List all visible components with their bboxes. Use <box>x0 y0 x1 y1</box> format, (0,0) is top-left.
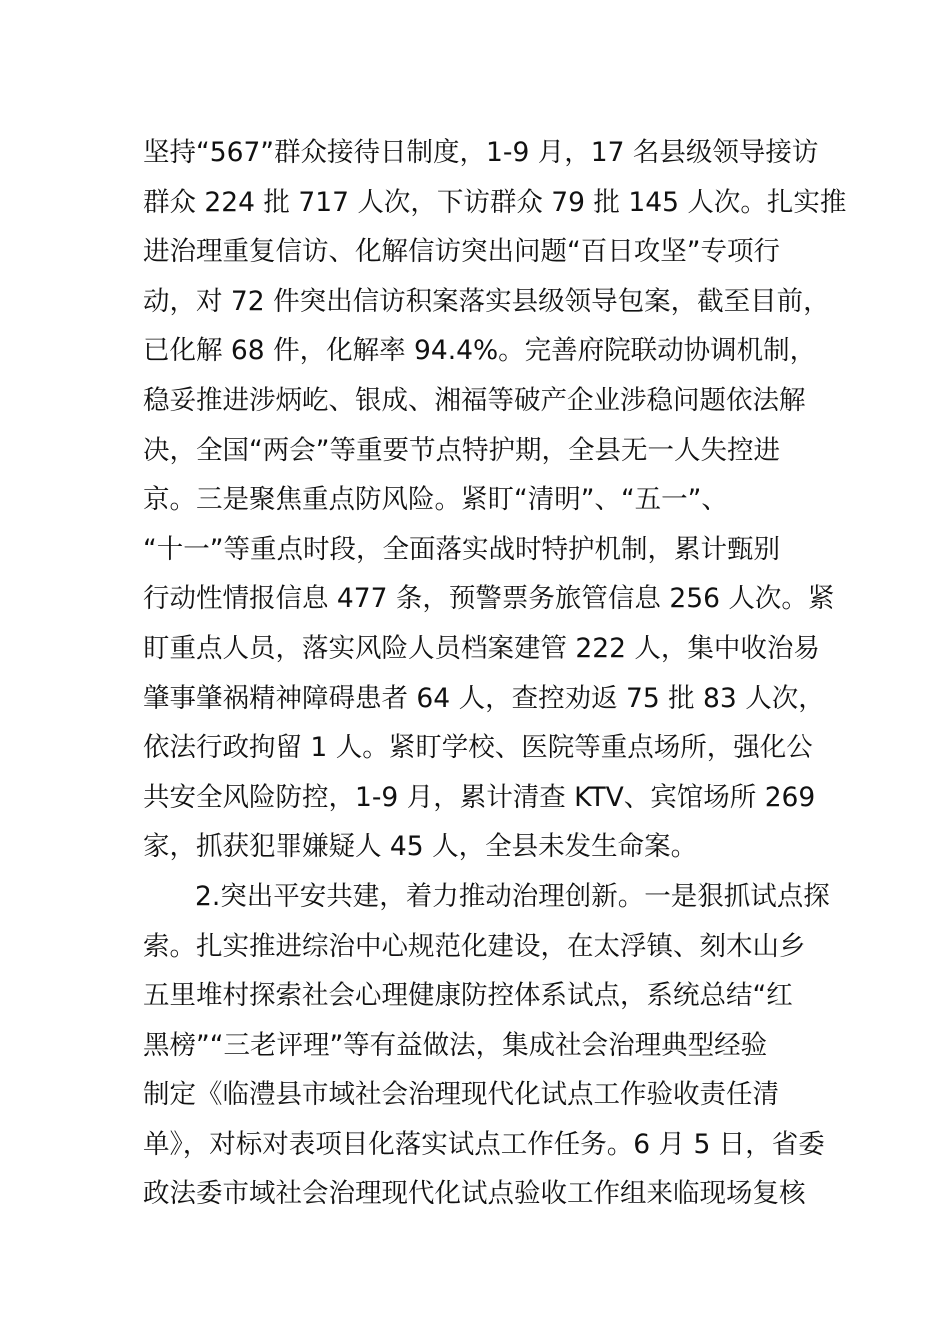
body-text <box>143 128 847 1219</box>
text-line: 已化解 68 件，化解率 94.4%。完善府院联动协调机制， <box>143 335 817 367</box>
text-line: 制定《临澧县市域社会治理现代化试点工作验收责任清 <box>143 1079 779 1111</box>
text-line: 共安全风险防控，1-9 月，累计清查 KTV、宾馆场所 269 <box>143 781 816 813</box>
text-line: 五里堆村探索社会心理健康防控体系试点，系统总结“红 <box>143 980 793 1012</box>
text-line: 行动性情报信息 477 条，预警票务旅管信息 256 人次。紧 <box>143 583 835 615</box>
text-line: 群众 224 批 717 人次，下访群众 79 批 145 人次。扎实推 <box>143 186 847 218</box>
text-line: 稳妥推进涉炳屹、银成、湘福等破产企业涉稳问题依法解 <box>143 384 806 416</box>
text-line: 家，抓获犯罪嫌疑人 45 人，全县未发生命案。 <box>143 831 698 863</box>
text-line: 进治理重复信访、化解信访突出问题“百日攻坚”专项行 <box>143 236 780 268</box>
text-line: 坚持“567”群众接待日制度，1-9 月，17 名县级领导接访 <box>143 137 819 168</box>
text-line: 索。扎实推进综治中心规范化建设，在太浮镇、刻木山乡 <box>143 930 806 962</box>
text-line: 单》，对标对表项目化落实试点工作任务。6 月 5 日，省委 <box>143 1128 825 1160</box>
text-line: 京。三是聚焦重点防风险。紧盯“清明”、“五一”、 <box>143 484 728 516</box>
text-line: 盯重点人员，落实风险人员档案建管 222 人，集中收治易 <box>143 632 820 664</box>
text-line: 肇事肇祸精神障碍患者 64 人，查控劝返 75 批 83 人次， <box>143 682 825 714</box>
text-line: “十一”等重点时段，全面落实战时特护机制，累计甄别 <box>143 533 780 565</box>
text-line: 依法行政拘留 1 人。紧盯学校、医院等重点场所，强化公 <box>143 732 813 764</box>
text-line: 动，对 72 件突出信访积案落实县级领导包案，截至目前， <box>143 285 830 317</box>
text-line: 政法委市域社会治理现代化试点验收工作组来临现场复核 <box>143 1178 806 1210</box>
text-line: 黑榜”“三老评理”等有益做法，集成社会治理典型经验 <box>143 1029 768 1061</box>
section-heading-line: 2.突出平安共建，着力推动治理创新。一是狠抓试点探 <box>195 880 830 912</box>
text-line: 决，全国“两会”等重要节点特护期，全县无一人失控进 <box>143 434 780 466</box>
